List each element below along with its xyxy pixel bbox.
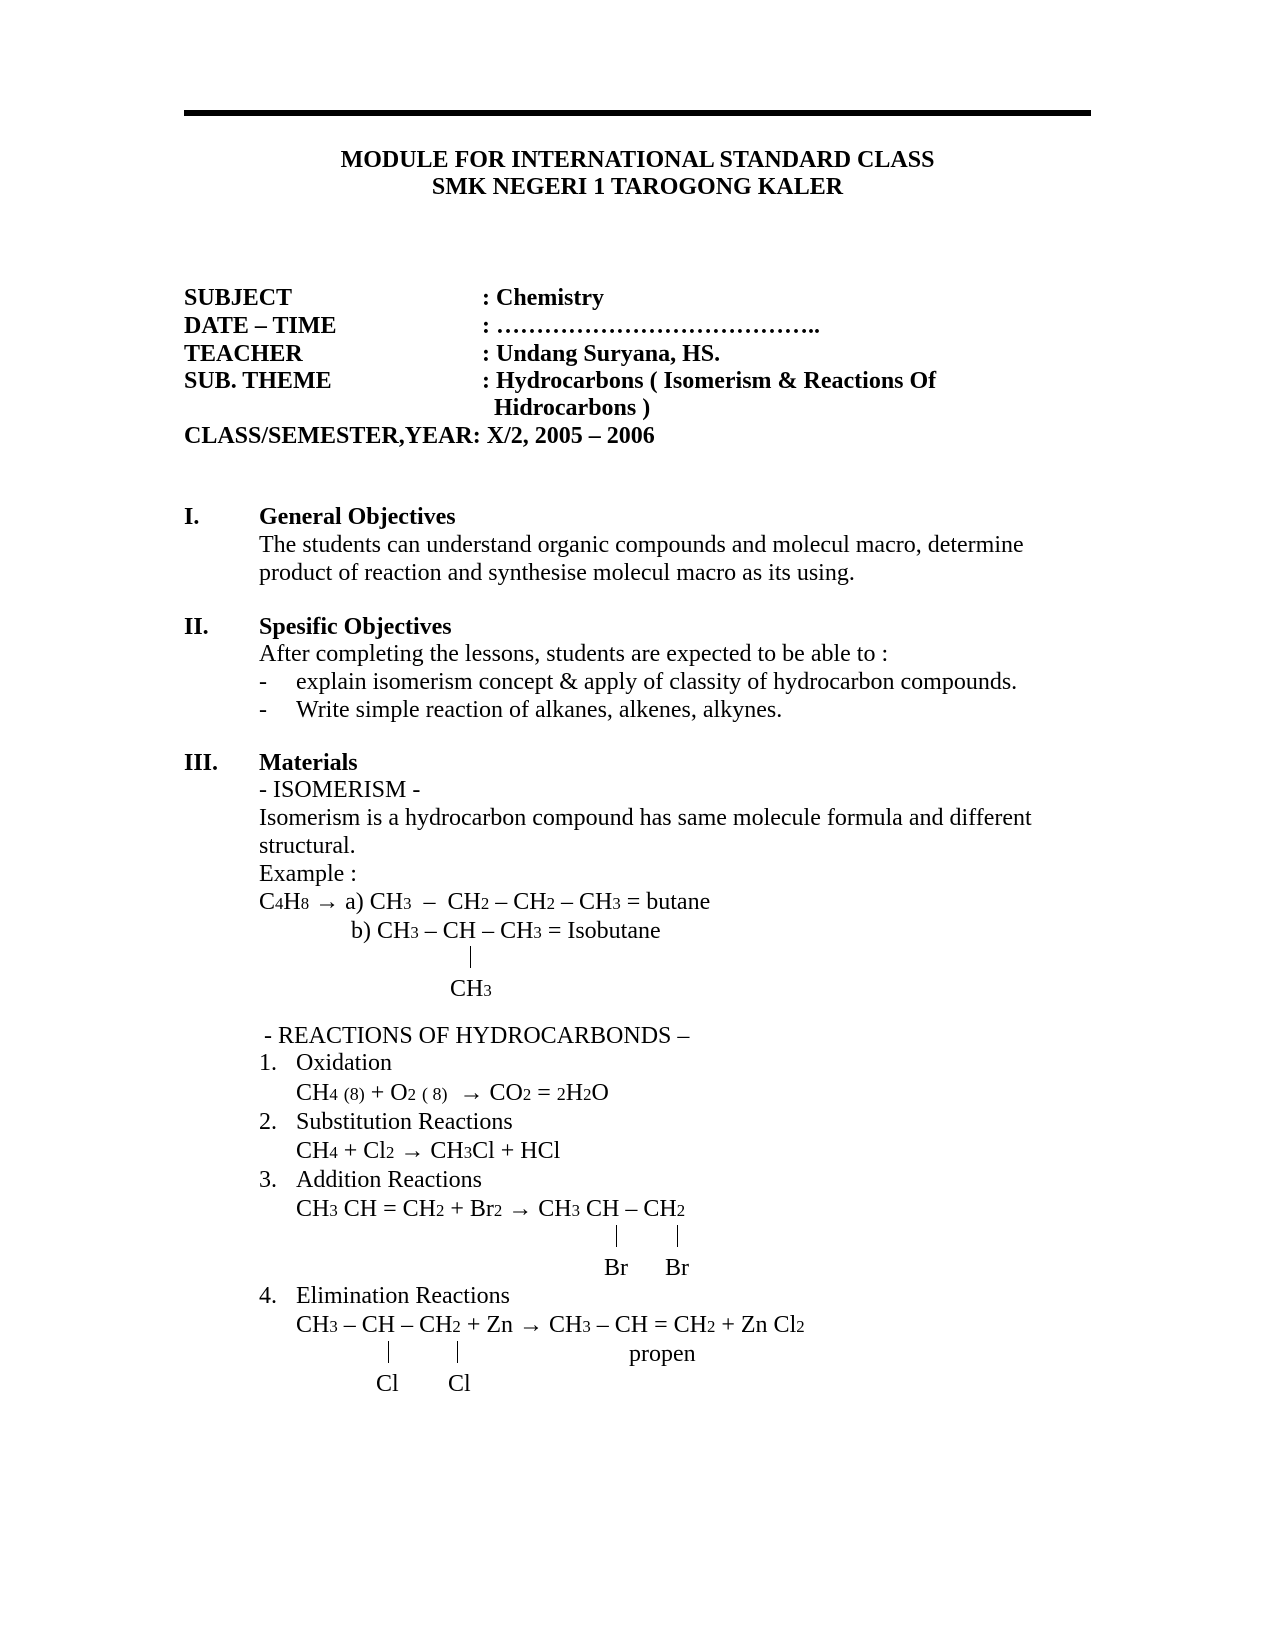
- section-1-heading: General Objectives: [259, 504, 456, 530]
- class-line: CLASS/SEMESTER,YEAR: X/2, 2005 – 2006: [184, 423, 655, 449]
- teacher-label: TEACHER: [184, 341, 303, 367]
- bullet-1: -: [259, 669, 267, 695]
- isobutane-name: = Isobutane: [547, 918, 661, 944]
- objective-item-1: explain isomerism concept & apply of classity of hydrocarbon compounds.: [296, 669, 1018, 695]
- chlorine-1: Cl: [376, 1371, 399, 1397]
- section-1-number: I.: [184, 504, 200, 530]
- module-title: MODULE FOR INTERNATIONAL STANDARD CLASS: [340, 147, 935, 173]
- reaction-4-name: Elimination Reactions: [296, 1283, 510, 1309]
- date-label: DATE – TIME: [184, 313, 337, 339]
- reaction-3-number: 3.: [259, 1167, 277, 1193]
- theme-value-line1: : Hydrocarbons ( Isomerism & Reactions Of: [482, 368, 937, 394]
- section-3-number: III.: [184, 750, 219, 776]
- subject-label: SUBJECT: [184, 285, 293, 311]
- butane-name: = butane: [626, 889, 711, 915]
- date-value: : …………………………………..: [482, 313, 820, 339]
- butane-formula: C4H8 → a) CH3 – CH2 – CH2 – CH3 = butane: [259, 889, 711, 915]
- bond-line: [388, 1341, 389, 1363]
- reaction-1-number: 1.: [259, 1050, 277, 1076]
- section-2-intro: After completing the lessons, students are expected to be able to :: [259, 641, 889, 667]
- methyl-branch: CH3: [450, 976, 492, 1002]
- reaction-2-number: 2.: [259, 1109, 277, 1135]
- teacher-value: : Undang Suryana, HS.: [482, 341, 721, 367]
- bond-line: [616, 1225, 617, 1247]
- chlorine-2: Cl: [448, 1371, 471, 1397]
- isomerism-title: - ISOMERISM -: [259, 777, 421, 803]
- section-2-heading: Spesific Objectives: [259, 614, 452, 640]
- reactions-title: - REACTIONS OF HYDROCARBONDS –: [264, 1023, 690, 1049]
- header-rule: [184, 110, 1091, 116]
- section-1-text-line2: product of reaction and synthesise molecul macro as its using.: [259, 560, 855, 586]
- section-2-number: II.: [184, 614, 209, 640]
- bond-line: [470, 946, 471, 968]
- propen-label: propen: [629, 1341, 696, 1367]
- bond-line: [457, 1341, 458, 1363]
- elimination-equation: CH3 – CH – CH2 + Zn → CH3 – CH = CH2 + Zn Cl2: [296, 1312, 805, 1338]
- reaction-3-name: Addition Reactions: [296, 1167, 482, 1193]
- bullet-2: -: [259, 697, 267, 723]
- oxidation-equation: CH4 (8) + O2 ( 8) → CO2 = 2H2O: [296, 1080, 609, 1106]
- substitution-equation: CH4 + Cl2 → CH3Cl + HCl: [296, 1138, 561, 1164]
- isomerism-text-line2: structural.: [259, 833, 356, 859]
- theme-value-line2: Hidrocarbons ): [494, 395, 651, 421]
- isomerism-text-line1: Isomerism is a hydrocarbon compound has same molecule formula and different: [259, 805, 1032, 831]
- section-1-text-line1: The students can understand organic compounds and molecul macro, determine: [259, 532, 1024, 558]
- bromine-2: Br: [665, 1255, 689, 1281]
- addition-equation: CH3 CH = CH2 + Br2 → CH3 CH – CH2: [296, 1196, 686, 1222]
- reaction-1-name: Oxidation: [296, 1050, 392, 1076]
- reaction-2-name: Substitution Reactions: [296, 1109, 513, 1135]
- bond-line: [677, 1225, 678, 1247]
- bromine-1: Br: [604, 1255, 628, 1281]
- example-label: Example :: [259, 861, 357, 887]
- theme-label: SUB. THEME: [184, 368, 332, 394]
- objective-item-2: Write simple reaction of alkanes, alkenes, alkynes.: [296, 697, 783, 723]
- subject-value: : Chemistry: [482, 285, 604, 311]
- school-name: SMK NEGERI 1 TAROGONG KALER: [431, 174, 844, 200]
- section-3-heading: Materials: [259, 750, 358, 776]
- isobutane-formula: b) CH3 – CH – CH3 = Isobutane: [351, 918, 661, 944]
- reaction-4-number: 4.: [259, 1283, 277, 1309]
